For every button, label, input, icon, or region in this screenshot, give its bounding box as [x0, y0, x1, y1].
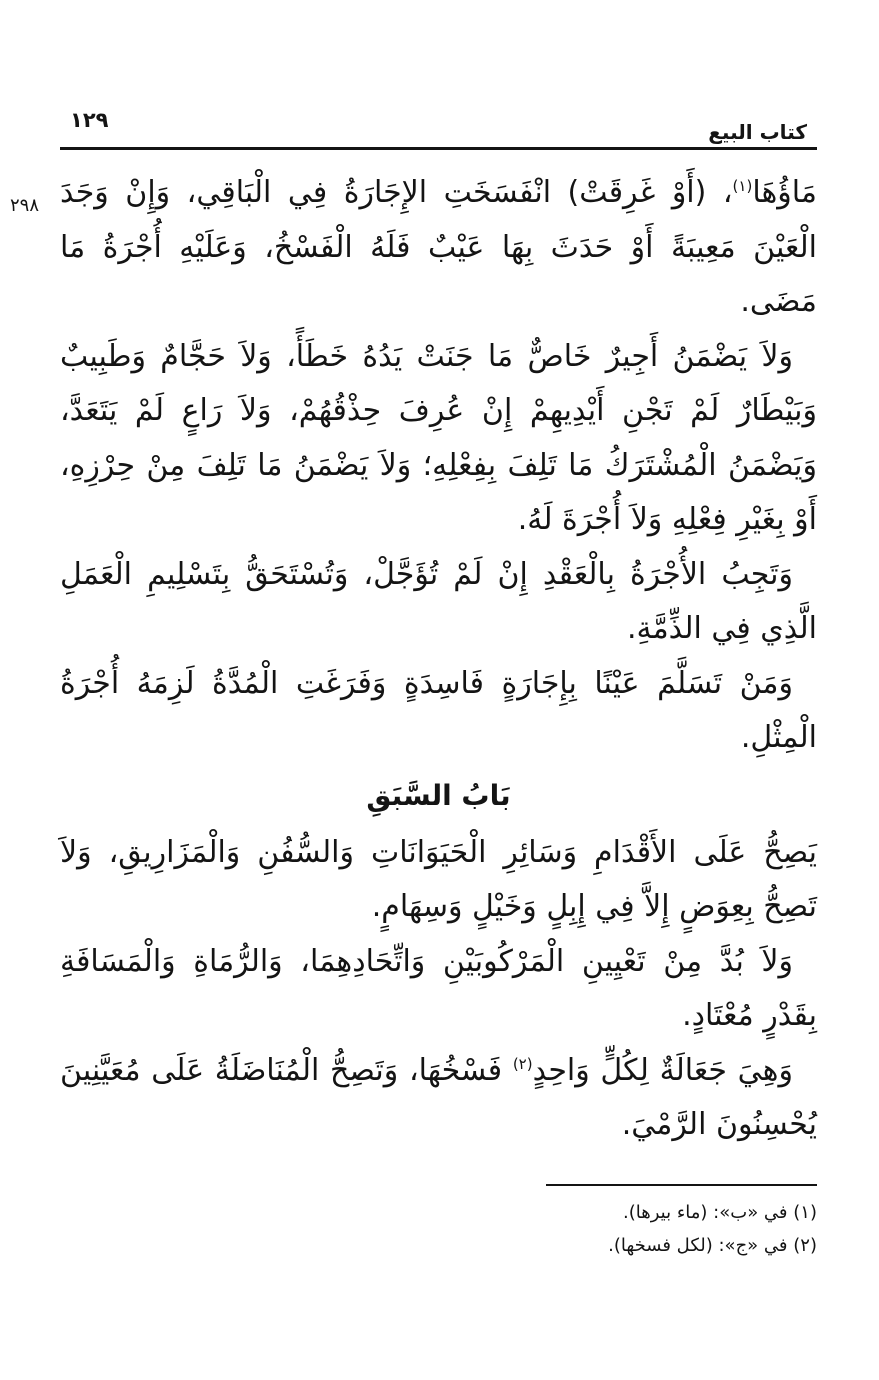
- paragraph-1: [60, 166, 817, 330]
- main-text: [60, 166, 817, 1153]
- paragraph-7-start: وَهِيَ جَعَالَةٌ لِكُلٍّ وَاحِدٍ: [532, 1052, 793, 1088]
- footnotes: [300, 1196, 817, 1262]
- paragraph-7-rest: فَسْخُهَا، وَتَصِحُّ الْمُنَاضَلَةُ عَلَى مُعَيَّنِينَ يُحْسِنُونَ الرَّمْيَ.: [60, 1052, 817, 1142]
- footnote-divider: [546, 1184, 817, 1186]
- footnote-1-text: في «ب»: (ماء بيرها).: [623, 1202, 788, 1223]
- footnote-1-number: (١): [793, 1202, 817, 1223]
- footnote-2-text: في «ج»: (لكل فسخها).: [608, 1235, 788, 1256]
- paragraph-4: وَمَنْ تَسَلَّمَ عَيْنًا بِإِجَارَةٍ فَاسِدَةٍ وَفَرَغَتِ الْمُدَّةُ لَزِمَهُ أُجْرَةُ الْمِثْلِ.: [60, 665, 817, 755]
- margin-reference-number: ٢٩٨: [10, 195, 40, 216]
- footnote-2-number: (٢): [793, 1235, 817, 1256]
- page-number: ١٢٩: [70, 108, 109, 132]
- footnote-2: [300, 1229, 817, 1262]
- footnote-1: [300, 1196, 817, 1229]
- section-heading: بَابُ السَّبَقِ: [366, 778, 511, 812]
- paragraph-5: يَصِحُّ عَلَى الأَقْدَامِ وَسَائِرِ الْحَيَوَانَاتِ وَالسُّفُنِ وَالْمَزَارِيقِ، وَلاَ تَصِحُّ بِعِوَضٍ إِلاَّ فِي إِبِلٍ وَخَيْلٍ وَسِهَامٍ.: [60, 834, 817, 924]
- header-divider: [60, 147, 817, 150]
- paragraph-6: وَلاَ بُدَّ مِنْ تَعْيِينِ الْمَرْكُوبَيْنِ وَاتِّحَادِهِمَا، وَالرُّمَاةِ وَالْمَسَافَةِ بِقَدْرٍ مُعْتَادٍ.: [60, 943, 817, 1033]
- running-header-title: كتاب البيع: [708, 120, 807, 144]
- paragraph-1-rest: ، (أَوْ غَرِقَتْ) انْفَسَخَتِ الإِجَارَةُ فِي الْبَاقِي، وَإِنْ وَجَدَ الْعَيْنَ مَعِيبَةً أَوْ حَدَثَ بِهَا عَيْبٌ فَلَهُ الْفَسْخُ، وَعَلَيْهِ أُجْرَةُ مَا مَضَى.: [60, 175, 817, 319]
- paragraph-3: وَتَجِبُ الأُجْرَةُ بِالْعَقْدِ إِنْ لَمْ تُؤَجَّلْ، وَتُسْتَحَقُّ بِتَسْلِيمِ الْعَمَلِ الَّذِي فِي الذِّمَّةِ.: [60, 556, 817, 646]
- paragraph-2: وَلاَ يَضْمَنُ أَجِيرٌ خَاصٌّ مَا جَنَتْ يَدُهُ خَطَأً، وَلاَ حَجَّامٌ وَطَبِيبٌ وَبَيْطَارٌ لَمْ تَجْنِ أَيْدِيهِمْ إِنْ عُرِفَ حِذْقُهُمْ، وَلاَ رَاعٍ لَمْ يَتَعَدَّ، وَيَضْمَنُ الْمُشْتَرَكُ مَا تَلِفَ بِفِعْلِهِ؛ وَلاَ يَضْمَنُ مَا تَلِفَ مِنْ حِرْزِهِ، أَوْ بِغَيْرِ فِعْلِهِ وَلاَ أُجْرَةَ لَهُ.: [60, 338, 817, 537]
- footnote-marker-1: (١): [732, 177, 753, 195]
- paragraph-7: [60, 1044, 817, 1153]
- paragraph-1-start: مَاؤُهَا: [752, 175, 817, 210]
- footnote-marker-2: (٢): [512, 1054, 533, 1073]
